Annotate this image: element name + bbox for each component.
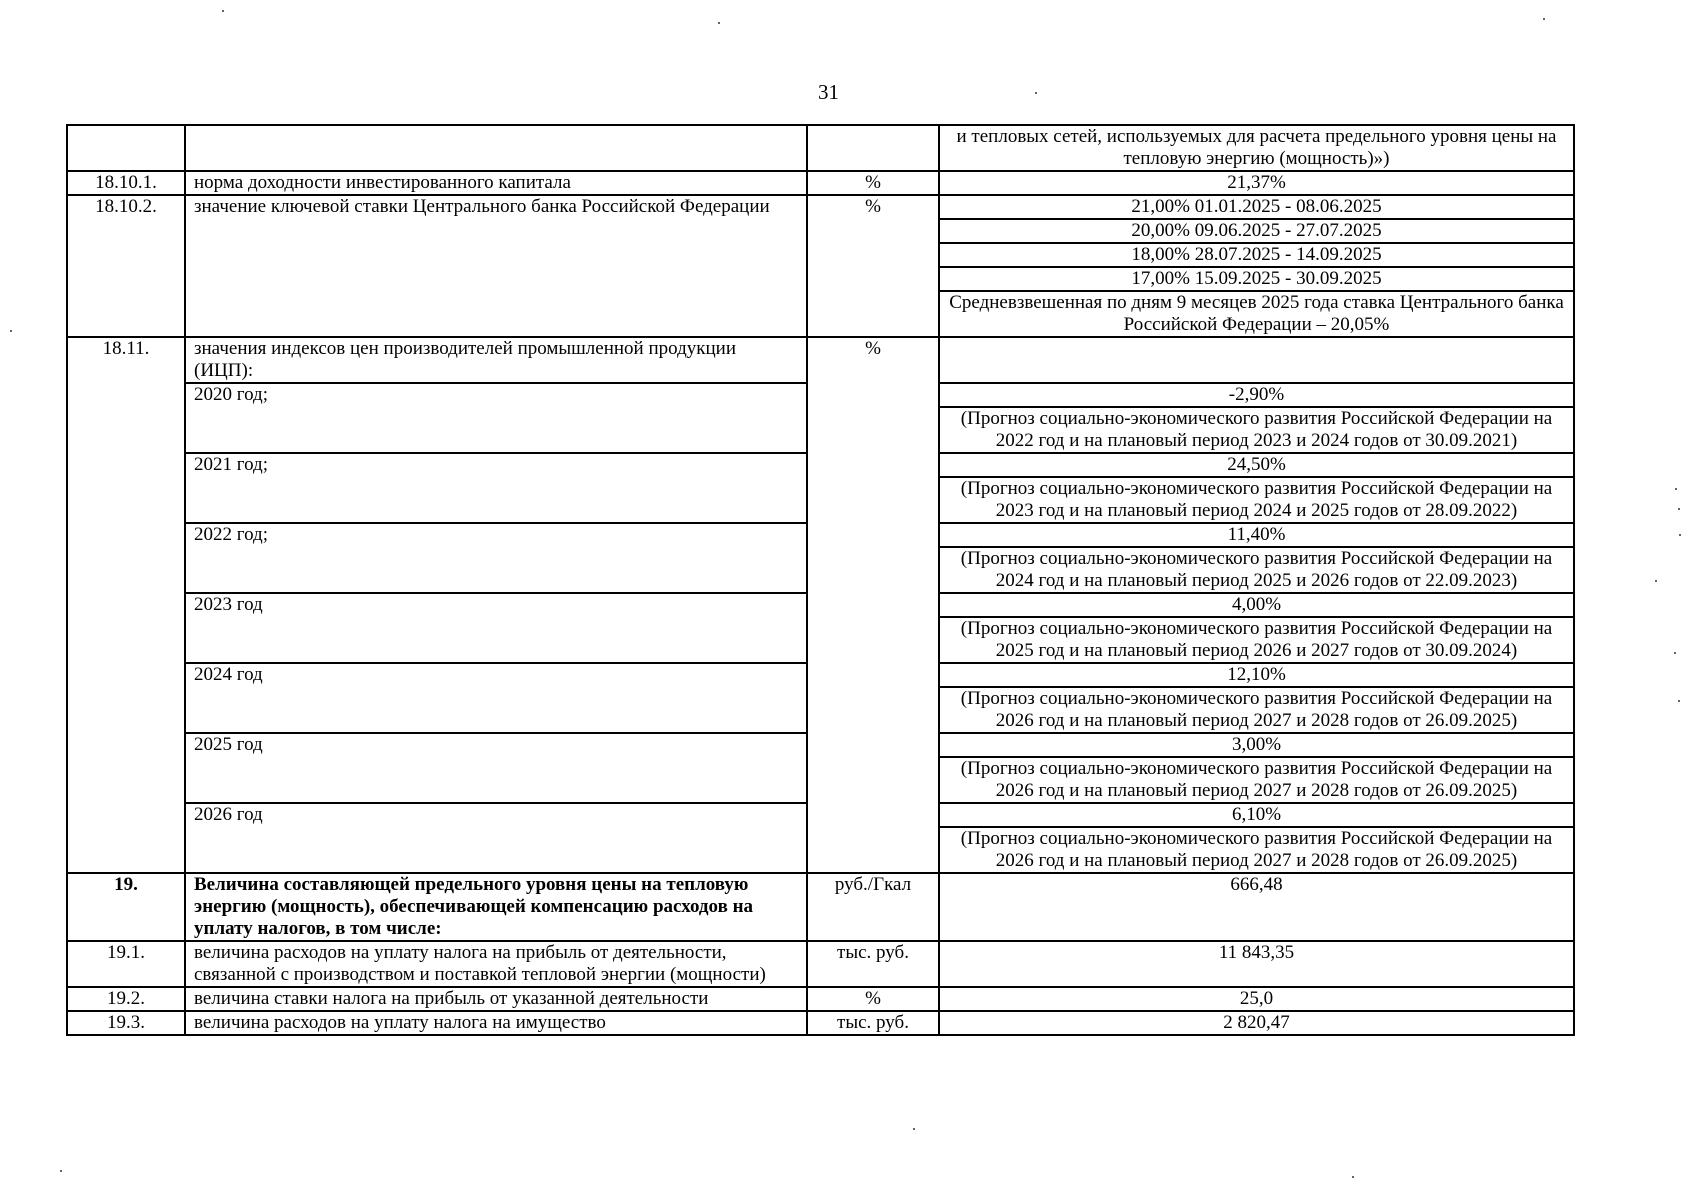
year-label: 2025 год <box>185 733 807 803</box>
scan-speck <box>1678 700 1680 702</box>
year-label: 2022 год; <box>185 523 807 593</box>
cell-label <box>185 125 807 171</box>
row-number: 19.1. <box>67 941 185 987</box>
row-value: 666,48 <box>939 873 1574 941</box>
year-source: (Прогноз социально-экономического развития Российской Федерации на 2026 год и на плановый период 2027 и 2028 годов от 26.09.2025) <box>939 757 1574 803</box>
year-value: 4,00% <box>939 593 1574 617</box>
year-label: 2026 год <box>185 803 807 873</box>
row-value-empty <box>939 337 1574 383</box>
scan-speck <box>1035 92 1037 94</box>
year-value: -2,90% <box>939 383 1574 407</box>
year-value: 24,50% <box>939 453 1574 477</box>
table-row-18-11 <box>67 337 1574 383</box>
key-rate-period: 21,00% 01.01.2025 - 08.06.2025 <box>939 195 1574 219</box>
scan-speck <box>1655 580 1657 582</box>
key-rate-period: 20,00% 09.06.2025 - 27.07.2025 <box>939 219 1574 243</box>
row-number: 19.3. <box>67 1011 185 1035</box>
scan-speck <box>1543 18 1545 20</box>
tariff-parameters-table <box>66 124 1575 1036</box>
row-label: величина расходов на уплату налога на прибыль от деятельности, связанной с производством и поставкой тепловой энергии (мощности) <box>185 941 807 987</box>
row-label: Величина составляющей предельного уровня цены на тепловую энергию (мощность), обеспечивающей компенсацию расходов на уплату налогов, в том числе: <box>185 873 807 941</box>
row-number: 18.10.1. <box>67 171 185 195</box>
scan-speck <box>222 10 224 12</box>
cell-num <box>67 125 185 171</box>
scan-speck <box>1679 534 1681 536</box>
row-unit: тыс. руб. <box>807 941 939 987</box>
row-unit: % <box>807 337 939 873</box>
row-label: значение ключевой ставки Центрального банка Российской Федерации <box>185 195 807 337</box>
scan-speck <box>1352 1176 1354 1178</box>
scan-speck <box>1678 508 1680 510</box>
key-rate-period: 17,00% 15.09.2025 - 30.09.2025 <box>939 267 1574 291</box>
scan-speck <box>1675 488 1677 490</box>
table-row-continuation <box>67 125 1574 171</box>
key-rate-period: 18,00% 28.07.2025 - 14.09.2025 <box>939 243 1574 267</box>
table-row-19-1 <box>67 941 1574 987</box>
year-label: 2021 год; <box>185 453 807 523</box>
row-label: величина ставки налога на прибыль от указанной деятельности <box>185 987 807 1011</box>
year-source: (Прогноз социально-экономического развития Российской Федерации на 2025 год и на плановый период 2026 и 2027 годов от 30.09.2024) <box>939 617 1574 663</box>
page-number: 31 <box>818 80 839 104</box>
year-source: (Прогноз социально-экономического развития Российской Федерации на 2026 год и на плановый период 2027 и 2028 годов от 26.09.2025) <box>939 827 1574 873</box>
row-value: 11 843,35 <box>939 941 1574 987</box>
year-label: 2023 год <box>185 593 807 663</box>
row-label: величина расходов на уплату налога на имущество <box>185 1011 807 1035</box>
year-source: (Прогноз социально-экономического развития Российской Федерации на 2023 год и на плановый период 2024 и 2025 годов от 28.09.2022) <box>939 477 1574 523</box>
row-unit: % <box>807 171 939 195</box>
year-value: 6,10% <box>939 803 1574 827</box>
table-row-19-3 <box>67 1011 1574 1035</box>
year-source: (Прогноз социально-экономического развития Российской Федерации на 2026 год и на плановый период 2027 и 2028 годов от 26.09.2025) <box>939 687 1574 733</box>
table-row-18-10-1 <box>67 171 1574 195</box>
cell-unit <box>807 125 939 171</box>
row-number: 19. <box>67 873 185 941</box>
scan-speck <box>60 1170 62 1172</box>
year-label: 2020 год; <box>185 383 807 453</box>
row-label: значения индексов цен производителей промышленной продукции (ИЦП): <box>185 337 807 383</box>
key-rate-weighted-average: Средневзвешенная по дням 9 месяцев 2025 года ставка Центрального банка Российской Федерации – 20,05% <box>939 291 1574 337</box>
row-number: 18.11. <box>67 337 185 873</box>
table-row-19-2 <box>67 987 1574 1011</box>
scan-speck <box>1674 652 1676 654</box>
row-unit: % <box>807 195 939 337</box>
year-value: 12,10% <box>939 663 1574 687</box>
table-row-18-10-2 <box>67 195 1574 219</box>
scan-speck <box>913 1128 915 1130</box>
year-source: (Прогноз социально-экономического развития Российской Федерации на 2024 год и на плановый период 2025 и 2026 годов от 22.09.2023) <box>939 547 1574 593</box>
row-label: норма доходности инвестированного капитала <box>185 171 807 195</box>
row-unit: руб./Гкал <box>807 873 939 941</box>
scan-speck <box>10 330 12 332</box>
year-value: 11,40% <box>939 523 1574 547</box>
year-label: 2024 год <box>185 663 807 733</box>
scan-speck <box>718 22 720 24</box>
row-number: 18.10.2. <box>67 195 185 337</box>
row-value: 25,0 <box>939 987 1574 1011</box>
table-row-19 <box>67 873 1574 941</box>
row-unit: тыс. руб. <box>807 1011 939 1035</box>
year-source: (Прогноз социально-экономического развития Российской Федерации на 2022 год и на плановый период 2023 и 2024 годов от 30.09.2021) <box>939 407 1574 453</box>
row-number: 19.2. <box>67 987 185 1011</box>
continuation-value: и тепловых сетей, используемых для расчета предельного уровня цены на тепловую энергию (мощность)») <box>939 125 1574 171</box>
year-value: 3,00% <box>939 733 1574 757</box>
row-value: 2 820,47 <box>939 1011 1574 1035</box>
row-unit: % <box>807 987 939 1011</box>
row-value: 21,37% <box>939 171 1574 195</box>
